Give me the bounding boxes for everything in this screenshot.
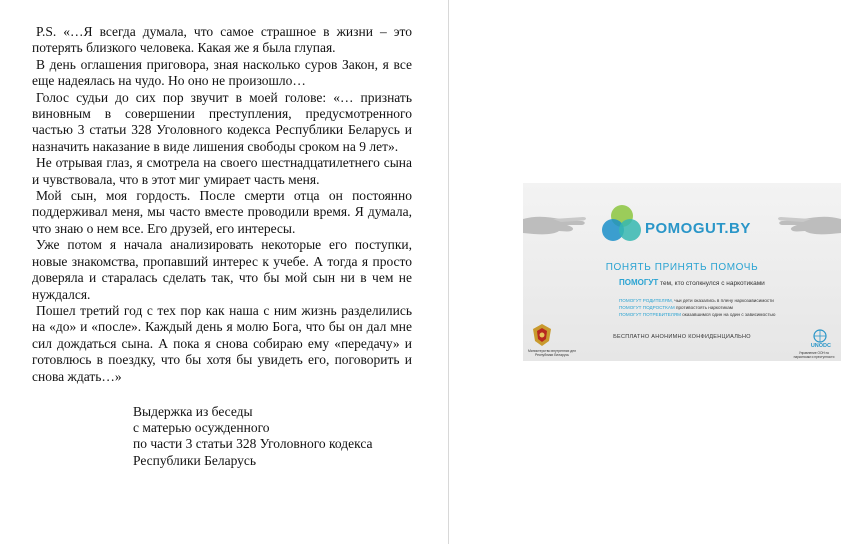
story-paragraph: Пошел третий год с тех пор как наша с ним жизнь разделились на «до» и «после». Каждый день я молю Бога, что бы он дал мне сил дождаться сына. А пока я снова собираю ему «передачу» и готовлюсь в поездку, что бы хотя бы увидеть его, поговорить и снова ждать…» <box>32 302 412 384</box>
emblem-caption: Министерство внутренних дел Республики Беларусь <box>527 349 576 357</box>
ministry-emblem-icon <box>531 323 553 347</box>
story-paragraph: Голос судьи до сих пор звучит в моей голове: «… признать виновным в совершении преступления, предусмотренного частью 3 статьи 328 Уголовного кодекса Республики Беларусь и назначить наказание в виде лишения свободы сроком на 9 лет». <box>32 89 412 154</box>
story-paragraph: Мой сын, моя гордость. После смерти отца он постоянно поддерживал меня, мы часто вместе проводили время. Я думала, что знаю о нем все. Его друзей, его интересы. <box>32 188 412 236</box>
help-rest: противостоять наркотикам <box>674 305 733 310</box>
help-item <box>619 311 775 318</box>
help-list <box>619 297 775 318</box>
subline-rest: тем, кто столкнулся с наркотиками <box>658 280 765 287</box>
unodc-label: UNODC <box>810 343 831 349</box>
signature-line: Республики Беларусь <box>133 452 257 468</box>
story-paragraph: P.S. «…Я всегда думала, что самое страшное в жизни – это потерять близкого человека. Какая же я была глупая. <box>32 24 412 56</box>
help-accent: ПОМОГУТ РОДИТЕЛЯМ, <box>619 298 673 303</box>
brand-name: POMOGUT.BY <box>645 220 751 237</box>
subline-accent: ПОМОГУТ <box>619 278 659 287</box>
tagline: ПОНЯТЬ ПРИНЯТЬ ПОМОЧЬ <box>605 262 759 273</box>
story-paragraph: В день оглашения приговора, зная насколько суров Закон, я все еще надеялась на чудо. Но оно не произошло… <box>32 56 412 89</box>
signature-block <box>133 404 433 469</box>
pomogut-banner <box>523 183 841 361</box>
signature-line: с матерью осужденного <box>133 420 270 436</box>
un-emblem-icon <box>813 329 827 343</box>
story-text <box>32 24 412 385</box>
pomogut-logo-icon <box>600 203 644 247</box>
reaching-hand-right-icon <box>771 205 841 245</box>
help-accent: ПОМОГУТ ПОДРОСТКАМ <box>619 305 675 310</box>
unodc-caption: Управление ООН по наркотикам и преступности <box>793 351 835 359</box>
story-paragraph: Уже потом я начала анализировать некоторые его поступки, новые знакомства, пропавший интерес к учебе. А тогда я просто доверяла и старалась сделать так, что бы мой сын ни в чем не нуждался. <box>32 237 412 302</box>
signature-line: по части 3 статьи 328 Уголовного кодекса <box>133 436 373 452</box>
banner-footer: БЕСПЛАТНО АНОНИМНО КОНФИДЕНЦИАЛЬНО <box>613 334 751 340</box>
reaching-hand-left-icon <box>523 205 593 245</box>
help-item <box>619 304 775 311</box>
subline <box>619 278 765 287</box>
signature-line: Выдержка из беседы <box>133 404 253 419</box>
help-rest: оказавшимся один на один с зависимостью <box>680 312 776 317</box>
help-accent: ПОМОГУТ ПОТРЕБИТЕЛЯМ <box>619 312 681 317</box>
help-item <box>619 297 775 304</box>
story-paragraph: Не отрывая глаз, я смотрела на своего шестнадцатилетнего сына и чувствовала, что в этот миг умирает часть меня. <box>32 155 412 187</box>
help-rest: чьи дети оказались в плену наркозависимости <box>672 298 774 303</box>
